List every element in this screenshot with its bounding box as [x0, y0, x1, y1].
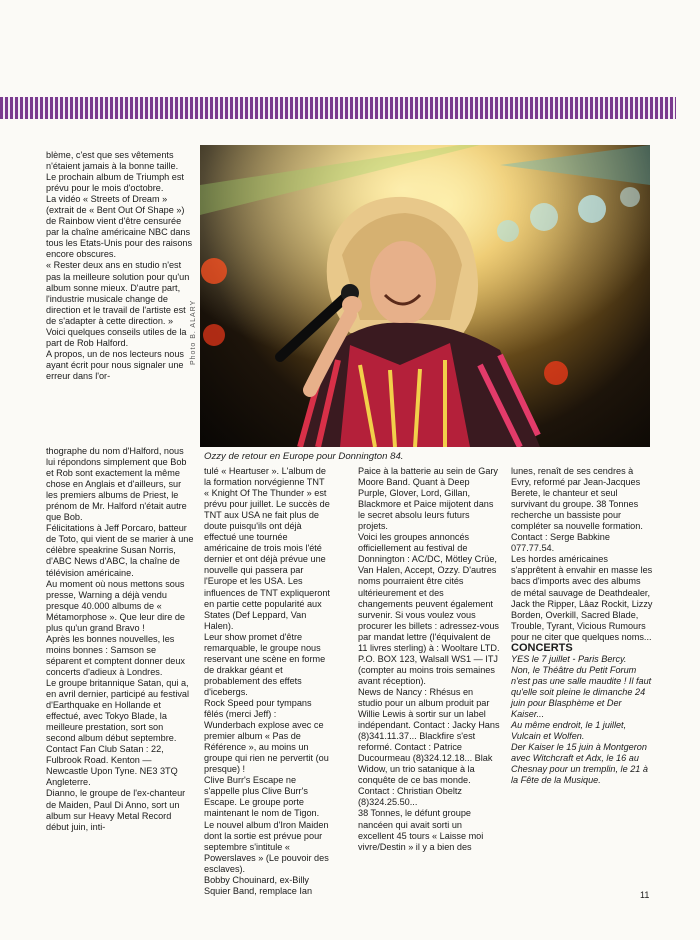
- paragraph: tulé « Heartuser ». L'album de la formation norvégienne TNT « Knight Of The Thunder » est prévu pour juillet. Le succès de TNT aux USA ne fait plus de doute puisqu'ils ont déjà effectué une tournée américaine de trois mois l'été dernier et ont déjà prévue une nouvelle qui passera par l'Europe et les USA. Les influences de TNT expliqueront en partie cette popularité aux States (Def Leppard, Van Halen).: [204, 466, 330, 631]
- paragraph: Clive Burr's Escape ne s'appelle plus Clive Burr's Escape. Le groupe porte maintenant le nom de Tigon.: [204, 775, 320, 819]
- paragraph: Bobby Chouinard, ex-Billy Squier Band, remplace Ian: [204, 874, 313, 896]
- paragraph: Le nouvel album d'Iron Maiden dont la sortie est prévue pour septembre s'intitule « Powerslaves » (Le pouvoir des esclaves).: [204, 819, 329, 874]
- concert-item: Au même endroit, le 1 juillet, Vulcain et Wolfen.: [511, 720, 627, 742]
- concert-photo-illustration: [200, 145, 650, 447]
- paragraph: « Rester deux ans en studio n'est pas la meilleure solution pour qu'un album sonne mieux. D'autre part, l'industrie musicale change de direction et le travail de l'artiste est de s'adapter à cette direction. » Voici quelques conseils utiles de la part de Rob Halford.: [46, 260, 190, 348]
- photo-credit: Photo B. ALARY: [190, 299, 197, 365]
- paragraph: Les hordes américaines s'apprêtent à envahir en masse les bacs d'imports avec des albums de métal sauvage de Deathdealer, Jack the Ripper, Lâaz Rockit, Lizzy Borden, Overkill, Sacred Blade, Trouble, Tyrant, Vicious Rumours pour ne citer que quelques noms...: [511, 554, 653, 642]
- paragraph: Rock Speed pour tympans fêlés (merci Jeff) : Wunderbach explose avec ce premier album « Pas de Référence », au moins un groupe qui rien ne pervertit (ou presque) !: [204, 697, 329, 775]
- concert-item: Non, le Théâtre du Petit Forum n'est pas une salle maudite ! Il faut qu'elle soit pleine le dimanche 24 juin pour Blasphème et Der Kaiser...: [511, 664, 652, 720]
- paragraph: 38 Tonnes, le défunt groupe nancéen qui avait sorti un excellent 45 tours « Laisse moi vivre/Destin » il y a bien des: [358, 808, 484, 852]
- paragraph: Au moment où nous mettons sous presse, Warning a déjà vendu presque 40.000 albums de « Métamorphose ». Que leur dire de plus qu'un grand Bravo !: [46, 578, 185, 633]
- column-2: [204, 466, 330, 897]
- concert-item: YES le 7 juillet - Paris Bercy.: [511, 653, 627, 664]
- concerts-heading: CONCERTS: [511, 641, 573, 654]
- paragraph: Le prochain album de Triumph est prévu pour le mois d'octobre.: [46, 172, 184, 194]
- column-1-top: [46, 150, 194, 382]
- column-4: [511, 466, 653, 786]
- paragraph: Paice à la batterie au sein de Gary Moore Band. Quant à Deep Purple, Glover, Lord, Gillan, Blackmore et Paice mijotent dans le secret absolu leurs futurs projets.: [358, 466, 498, 532]
- paragraph: News de Nancy : Rhésus en studio pour un album produit par Willie Lewis à sortir sur un label indépendant. Contact : Jacky Hans (8)341.11.37... Blackfire s'est reformé. Contact : Patrice Ducourmeau (8)324.12.18... Blak Widow, un trio satanique à la conquête de ce bas monde. Contact : Christian Obeltz (8)324.25.50...: [358, 686, 500, 808]
- concerts-list: [511, 654, 653, 787]
- paragraph: Félicitations à Jeff Porcaro, batteur de Toto, qui vient de se marier à une célèbre speakrine Susan Norris, d'ABC News d'ABC, la chaîne de télévision américaine.: [46, 523, 194, 578]
- page-number: 11: [640, 890, 650, 900]
- decorative-striped-band: [0, 97, 676, 119]
- paragraph: lunes, renaît de ses cendres à Evry, reformé par Jean-Jacques Berete, le chanteur et seul survivant du groupe. 38 Tonnes recherche un bassiste pour compléter sa nouvelle formation. Contact : Serge Babkine 077.77.54.: [511, 466, 643, 554]
- paragraph: Après les bonnes nouvelles, les moins bonnes : Samson se séparent et comptent donner deux concerts d'adieux à Londres.: [46, 633, 185, 677]
- concert-item: Der Kaiser le 15 juin à Montgeron avec Witchcraft et Adx, le 16 au Chesnay pour un tremplin, le 21 à la Fête de la Musique.: [511, 742, 648, 786]
- concert-photo: [200, 145, 650, 447]
- paragraph: Le groupe britannique Satan, qui a, en avril dernier, participé au festival d'Earthquake en Hollande et effectué, avec Tokyo Blade, la meilleure prestation, sort son second album début septembre. Contact Fan Club Satan : 22, Fulbrook Road. Kenton — Newcastle Upon Tyne. NE3 3TQ Angleterre.: [46, 677, 190, 788]
- photo-caption: Ozzy de retour en Europe pour Donnington 84.: [204, 451, 404, 462]
- paragraph: Leur show promet d'être remarquable, le groupe nous reservant une scène en forme de drakkar géant et probablement des effets d'icebergs.: [204, 631, 326, 697]
- paragraph: La vidéo « Streets of Dream » (extrait de « Bent Out Of Shape ») de Rainbow vient d'être censurée par la chaîne américaine NBC dans tous les Etats-Unis pour des raisons encore obscures.: [46, 194, 193, 260]
- paragraph: blème, c'est que ses vêtements n'étaient jamais à la bonne taille.: [46, 150, 179, 172]
- paragraph: Voici les groupes annoncés officiellement au festival de Donnington : AC/DC, Mötley Crüe, Van Halen, Accept, Ozzy. D'autres noms pourraient être cités ultérieurement et des changements peuvent également survenir. Si vous voulez vous procurer les billets : adressez-vous par mandat lettre (l'équivalent de 11 livres sterling) à : Wooltare LTD. P.O. BOX 123, Walsall WS1 — ITJ (compter au moins trois semaines avant réception).: [358, 532, 500, 686]
- column-1-bottom: [46, 446, 194, 833]
- paragraph: Dianno, le groupe de l'ex-chanteur de Maiden, Paul Di Anno, sort un album sur Heavy Metal Record début juin, inti-: [46, 788, 186, 832]
- paragraph: thographe du nom d'Halford, nous lui répondons simplement que Bob et Rob sont exactement la même chose en Anglais et d'ailleurs, sur les premiers albums de Priest, le prénom de Mr. Halford n'était autre que Bob.: [46, 446, 187, 523]
- paragraph: A propos, un de nos lecteurs nous ayant écrit pour nous signaler une erreur dans l'or-: [46, 348, 184, 381]
- column-3: [358, 466, 500, 853]
